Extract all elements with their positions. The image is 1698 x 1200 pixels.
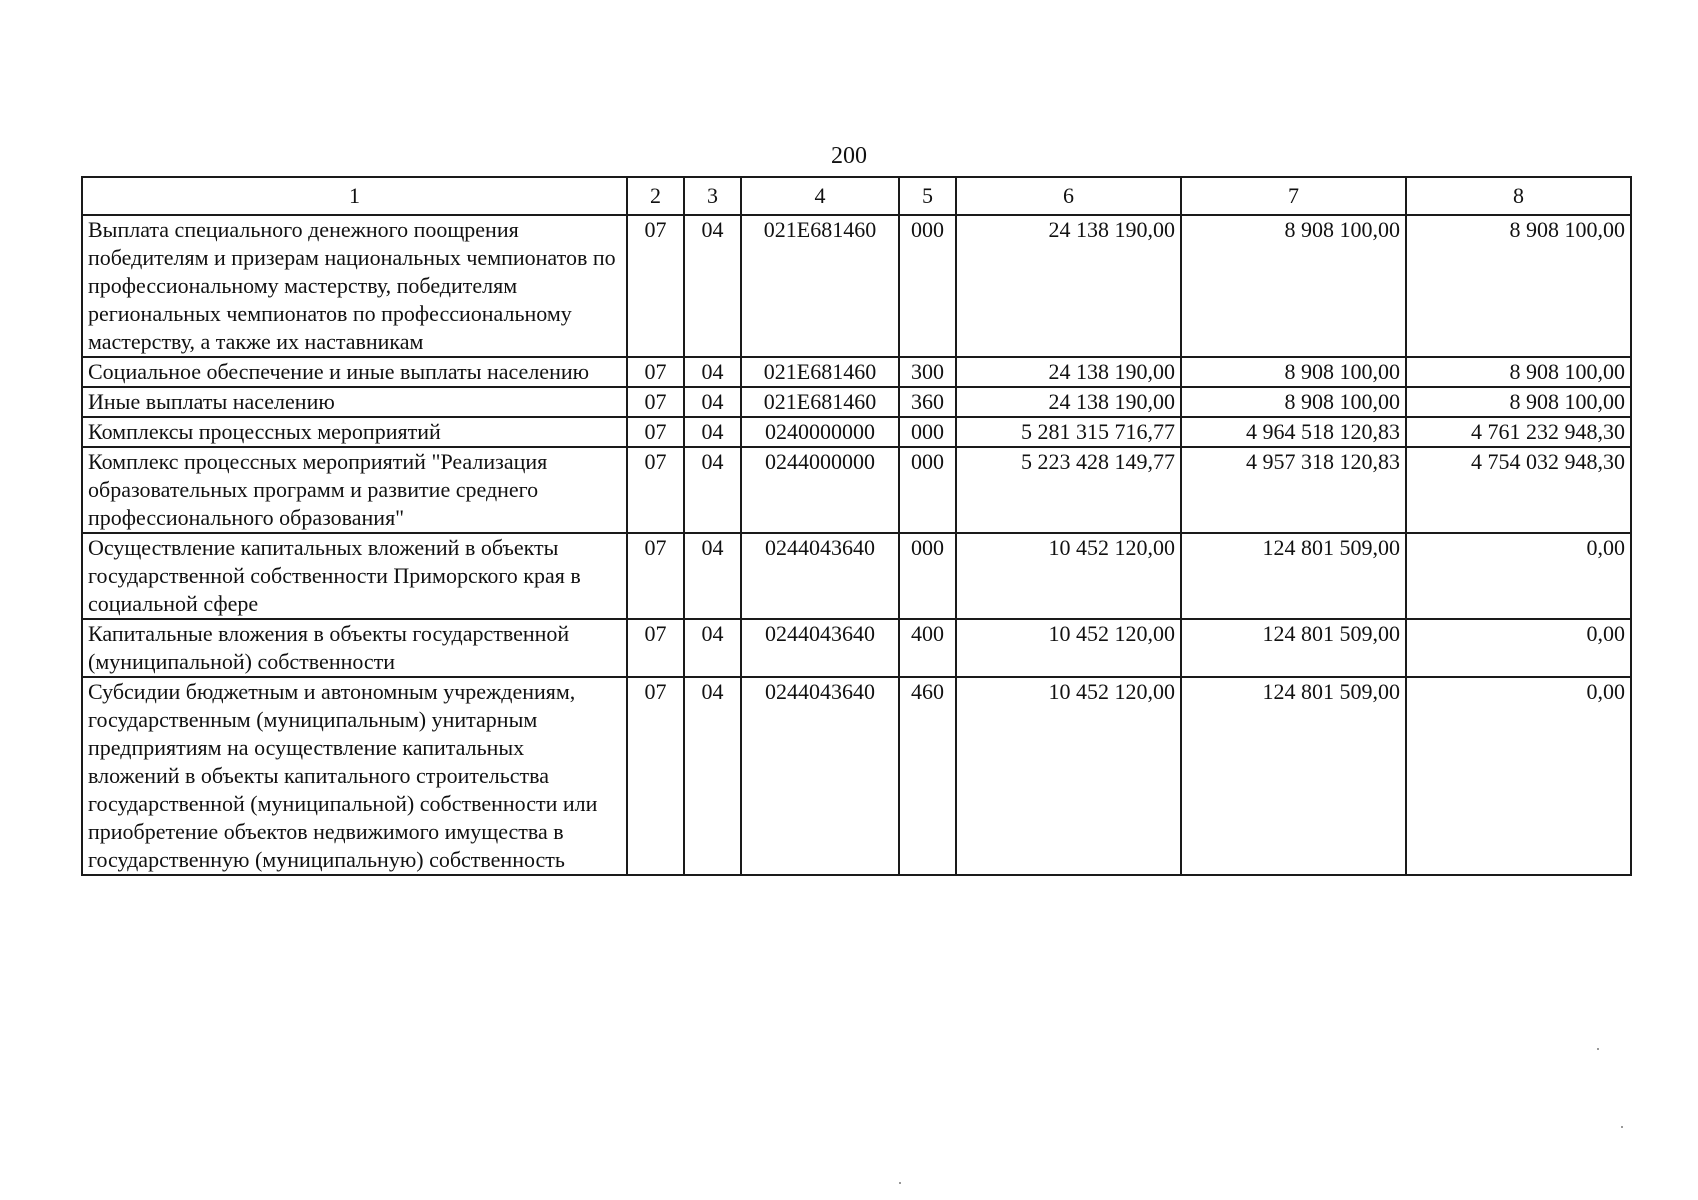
amount-year1-cell: 5 223 428 149,77 [956,447,1181,533]
subsection-cell: 04 [684,215,741,357]
row-name-cell: Комплекс процессных мероприятий "Реализация образовательных программ и развитие среднего профессионального образования" [82,447,627,533]
amount-year3-cell: 0,00 [1406,677,1631,875]
subsection-cell: 04 [684,357,741,387]
amount-year2-cell: 124 801 509,00 [1181,533,1406,619]
expense-type-cell: 300 [899,357,956,387]
row-name-cell: Осуществление капитальных вложений в объекты государственной собственности Приморского края в социальной сфере [82,533,627,619]
table-row [82,357,1631,387]
table-row [82,447,1631,533]
row-name-cell: Иные выплаты населению [82,387,627,417]
page-number: 200 [831,143,867,169]
subsection-cell: 04 [684,533,741,619]
amount-year3-cell: 8 908 100,00 [1406,357,1631,387]
table-row [82,215,1631,357]
amount-year2-cell: 8 908 100,00 [1181,357,1406,387]
table-row [82,619,1631,677]
subsection-cell: 04 [684,387,741,417]
amount-year2-cell: 8 908 100,00 [1181,387,1406,417]
column-header-5: 5 [899,177,956,215]
amount-year1-cell: 10 452 120,00 [956,619,1181,677]
amount-year2-cell: 124 801 509,00 [1181,677,1406,875]
subsection-cell: 04 [684,619,741,677]
amount-year2-cell: 4 957 318 120,83 [1181,447,1406,533]
amount-year1-cell: 5 281 315 716,77 [956,417,1181,447]
column-header-6: 6 [956,177,1181,215]
amount-year3-cell: 8 908 100,00 [1406,215,1631,357]
column-header-4: 4 [741,177,899,215]
row-name-cell: Комплексы процессных мероприятий [82,417,627,447]
section-cell: 07 [627,533,684,619]
amount-year1-cell: 10 452 120,00 [956,533,1181,619]
target-article-cell: 0244043640 [741,677,899,875]
amount-year2-cell: 124 801 509,00 [1181,619,1406,677]
expense-type-cell: 460 [899,677,956,875]
budget-table [81,176,1632,876]
amount-year3-cell: 0,00 [1406,533,1631,619]
section-cell: 07 [627,387,684,417]
column-header-7: 7 [1181,177,1406,215]
target-article-cell: 021Е681460 [741,357,899,387]
row-name-cell: Выплата специального денежного поощрения победителям и призерам национальных чемпионатов по профессиональному мастерству, победителям региональных чемпионатов по профессиональному мастерству, а также их наставникам [82,215,627,357]
amount-year3-cell: 4 754 032 948,30 [1406,447,1631,533]
expense-type-cell: 400 [899,619,956,677]
amount-year1-cell: 24 138 190,00 [956,387,1181,417]
target-article-cell: 021Е681460 [741,215,899,357]
target-article-cell: 0244043640 [741,533,899,619]
subsection-cell: 04 [684,677,741,875]
expense-type-cell: 000 [899,447,956,533]
table-row [82,417,1631,447]
target-article-cell: 0244000000 [741,447,899,533]
target-article-cell: 0240000000 [741,417,899,447]
expense-type-cell: 000 [899,533,956,619]
amount-year2-cell: 4 964 518 120,83 [1181,417,1406,447]
section-cell: 07 [627,677,684,875]
column-header-1: 1 [82,177,627,215]
section-cell: 07 [627,619,684,677]
section-cell: 07 [627,357,684,387]
amount-year3-cell: 4 761 232 948,30 [1406,417,1631,447]
subsection-cell: 04 [684,417,741,447]
scan-speck [899,1182,901,1184]
amount-year3-cell: 8 908 100,00 [1406,387,1631,417]
header-row [82,177,1631,215]
column-header-8: 8 [1406,177,1631,215]
amount-year1-cell: 24 138 190,00 [956,357,1181,387]
section-cell: 07 [627,215,684,357]
section-cell: 07 [627,447,684,533]
column-header-2: 2 [627,177,684,215]
expense-type-cell: 360 [899,387,956,417]
target-article-cell: 021Е681460 [741,387,899,417]
table-row [82,677,1631,875]
expense-type-cell: 000 [899,417,956,447]
row-name-cell: Капитальные вложения в объекты государственной (муниципальной) собственности [82,619,627,677]
scan-speck [1621,1126,1623,1128]
amount-year1-cell: 10 452 120,00 [956,677,1181,875]
row-name-cell: Социальное обеспечение и иные выплаты населению [82,357,627,387]
amount-year1-cell: 24 138 190,00 [956,215,1181,357]
expense-type-cell: 000 [899,215,956,357]
amount-year3-cell: 0,00 [1406,619,1631,677]
scan-speck [1597,1048,1599,1050]
column-header-3: 3 [684,177,741,215]
subsection-cell: 04 [684,447,741,533]
row-name-cell: Субсидии бюджетным и автономным учреждениям, государственным (муниципальным) унитарным предприятиям на осуществление капитальных вложений в объекты капитального строительства государственной (муниципальной) собственности или приобретение объектов недвижимого имущества в государственную (муниципальную) собственность [82,677,627,875]
amount-year2-cell: 8 908 100,00 [1181,215,1406,357]
section-cell: 07 [627,417,684,447]
table-row [82,387,1631,417]
target-article-cell: 0244043640 [741,619,899,677]
table-row [82,533,1631,619]
